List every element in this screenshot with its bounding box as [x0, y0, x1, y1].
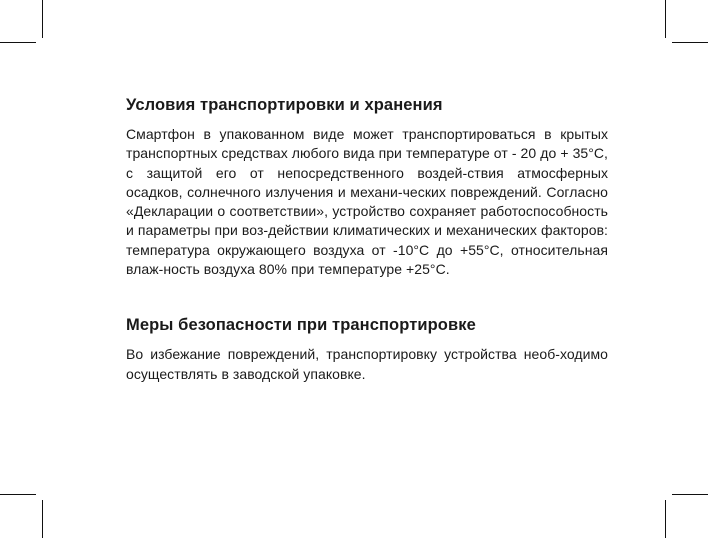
section-heading-storage: Условия транспортировки и хранения — [126, 96, 443, 114]
crop-mark-top-right-horizontal — [672, 42, 708, 43]
section-body-safety: Во избежание повреждений, транспортировку устройства необ-ходимо осуществлять в заводской упаковке. — [126, 346, 608, 382]
crop-mark-top-right-vertical — [665, 0, 666, 38]
document-content — [126, 95, 608, 384]
crop-mark-bottom-left-horizontal — [0, 494, 36, 495]
section-heading-safety: Меры безопасности при транспортировке — [126, 316, 476, 335]
crop-mark-top-left-vertical — [42, 0, 43, 38]
crop-mark-bottom-right-vertical — [665, 500, 666, 538]
crop-mark-top-left-horizontal — [0, 42, 36, 43]
crop-mark-bottom-left-vertical — [42, 500, 43, 538]
crop-mark-bottom-right-horizontal — [672, 494, 708, 495]
section-body-storage: Смартфон в упакованном виде может транспортироваться в крытых транспортных средствах любого вида при температуре от - 20 до + 35°С, с защитой его от непосредственного воздей-ствия атмосферных осадков, солнечного излучения и механи-ческих повреждений. Согласно «Декларации о соответствии», устройство сохраняет работоспособность и параметры при воз-действии климатических и механических факторов: температура окружающего воздуха от -10°С до +55°С, относительная влаж-ность воздуха 80% при температуре +25°С. — [126, 126, 608, 278]
